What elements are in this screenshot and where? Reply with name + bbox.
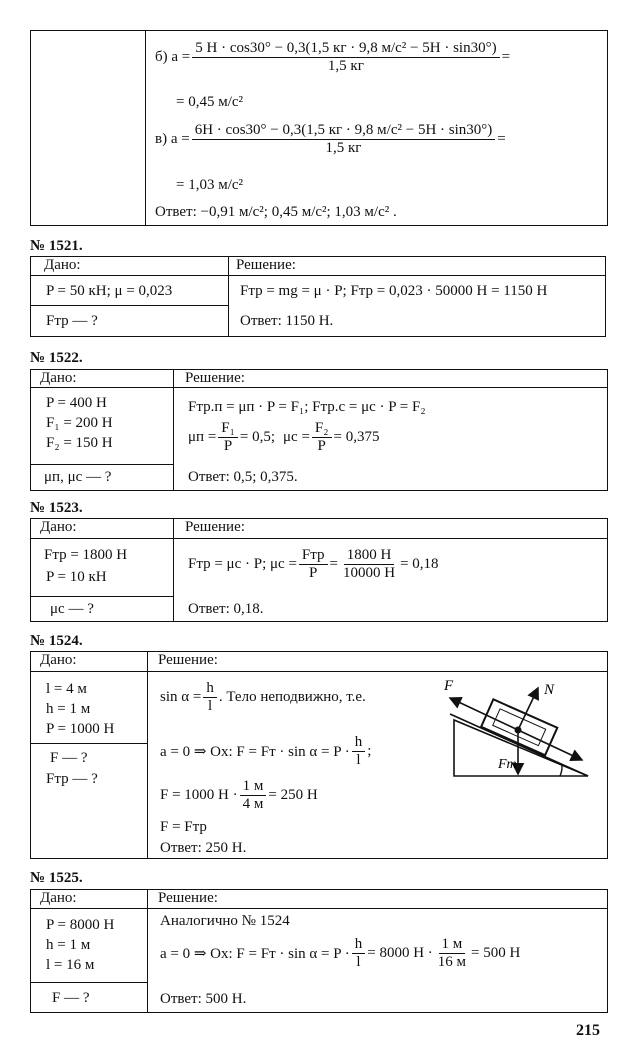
- formula-b: [155, 40, 510, 75]
- answer-1521: Ответ: 1150 Н.: [240, 313, 334, 329]
- formula-v-prefix: в) a =: [155, 131, 190, 147]
- mu-c-value: = 0,375: [333, 429, 380, 445]
- given-1524-line-1: l = 4 м: [46, 681, 87, 697]
- solution-1525-f1-denominator: l: [356, 954, 361, 970]
- mu-p-denominator: P: [223, 438, 233, 454]
- find-1522: μп, μс — ?: [44, 469, 112, 485]
- formula-v: [155, 122, 506, 157]
- mu-c-label: μс =: [283, 429, 310, 445]
- formula-b-denominator: 1,5 кг: [327, 58, 364, 74]
- mu-c-numerator: F₂: [312, 420, 332, 438]
- force-line-N: [518, 688, 538, 730]
- answer-1524: Ответ: 250 Н.: [160, 840, 247, 856]
- top-table-divider: [145, 30, 146, 226]
- table-1521-find-line: [30, 305, 228, 306]
- incline-surface-hatch: [450, 714, 588, 776]
- solution-1523: [188, 547, 439, 582]
- solution-1525-line-1: Аналогично № 1524: [160, 913, 290, 929]
- formula-v-numerator: 6Н · cos30° − 0,3(1,5 кг · 9,8 м/с² − 5Н · sin30°): [192, 122, 496, 140]
- sin-label: sin α =: [160, 689, 202, 705]
- problem-number-1522: № 1522.: [30, 350, 83, 366]
- given-1522-line-3: F₂ = 150 Н: [46, 435, 113, 451]
- solution-1525-fraction-1: [352, 936, 366, 971]
- given-1522-line-2: F₁ = 200 Н: [46, 415, 113, 431]
- formula-b-result: = 0,45 м/с²: [176, 94, 244, 110]
- find-1521: Fтр — ?: [46, 313, 98, 329]
- given-header-1522: Дано:: [40, 370, 77, 386]
- given-header-1523: Дано:: [40, 519, 77, 535]
- problem-number-1525: № 1525.: [30, 870, 83, 886]
- given-1524-line-2: h = 1 м: [46, 701, 91, 717]
- given-1525-line-2: h = 1 м: [46, 937, 91, 953]
- page-number: 215: [576, 1022, 600, 1039]
- line3-numerator: 1 м: [240, 778, 267, 796]
- solution-1523-f2-denominator: 10000 Н: [342, 565, 396, 581]
- answer-1522: Ответ: 0,5; 0,375.: [188, 469, 298, 485]
- formula-b-numerator: 5 Н · cos30° − 0,3(1,5 кг · 9,8 м/с² − 5Н · sin30°): [192, 40, 499, 58]
- solution-1523-equals: =: [329, 556, 338, 572]
- incline-figure: [440, 670, 600, 785]
- formula-b-prefix: б) a =: [155, 49, 191, 65]
- solution-1525-fraction-2: [435, 936, 469, 971]
- line3-fraction: [240, 778, 267, 813]
- table-1524-divider: [147, 651, 148, 859]
- center-point: [515, 727, 522, 734]
- given-1521: P = 50 кН; μ = 0,023: [46, 283, 173, 299]
- sin-numerator: h: [203, 680, 217, 698]
- table-1521-divider: [228, 256, 229, 337]
- solution-1525-part-a: a = 0 ⇒ Ox: F = Fт · sin α = P ·: [160, 946, 350, 962]
- given-header-1525: Дано:: [40, 890, 77, 906]
- line2-fraction: [352, 734, 366, 769]
- angle-arc: [560, 765, 562, 776]
- solution-header-1524: Решение:: [158, 652, 218, 668]
- label-N: N: [544, 682, 555, 698]
- formula-v-denominator: 1,5 кг: [325, 140, 362, 156]
- solution-1522-line-1: Fтр.п = μп · P = F₁; Fтр.с = μс · P = F₂: [188, 399, 426, 415]
- mu-p-label: μп =: [188, 429, 217, 445]
- mu-p-value: = 0,5;: [239, 429, 275, 445]
- find-1523: μс — ?: [50, 601, 94, 617]
- label-F: F: [444, 678, 454, 694]
- solution-1523-fraction-2: [340, 547, 398, 582]
- formula-b-equals: =: [501, 49, 511, 65]
- solution-1525-value: = 500 Н: [471, 945, 521, 961]
- formula-v-equals: =: [497, 131, 506, 147]
- given-1523-line-2: P = 10 кН: [46, 569, 107, 585]
- given-header-1524: Дано:: [40, 652, 77, 668]
- problem-number-1523: № 1523.: [30, 500, 83, 516]
- given-1525-line-3: l = 16 м: [46, 957, 95, 973]
- table-1525-find-line: [30, 982, 147, 983]
- force-line-F: [450, 698, 518, 730]
- sin-denominator: l: [207, 698, 213, 714]
- label-Ft: Fт: [498, 757, 517, 772]
- line3-denominator: 4 м: [242, 796, 264, 812]
- solution-1525-f2-denominator: 16 м: [437, 954, 467, 970]
- force-line-ox: [518, 730, 582, 760]
- problem-number-1524: № 1524.: [30, 633, 83, 649]
- solution-1521: Fтр = mg = μ · P; Fтр = 0,023 · 50000 Н = 1150 Н: [240, 283, 548, 299]
- formula-v-result: = 1,03 м/с²: [176, 177, 244, 193]
- solution-1523-fraction-1: [299, 547, 328, 582]
- sin-text: . Тело неподвижно, т.е.: [218, 689, 366, 705]
- solution-header-1521: Решение:: [236, 257, 296, 273]
- mu-c-denominator: P: [317, 438, 326, 454]
- given-1523-line-1: Fтр = 1800 Н: [44, 547, 128, 563]
- given-1525-line-1: P = 8000 Н: [46, 917, 115, 933]
- sin-fraction: [203, 680, 217, 715]
- solution-header-1525: Решение:: [158, 890, 218, 906]
- solution-1525-line-2: [160, 936, 520, 971]
- mu-p-numerator: F₁: [218, 420, 238, 438]
- problem-number-1521: № 1521.: [30, 238, 83, 254]
- solution-1525-f1-numerator: h: [352, 936, 366, 954]
- answer-1523: Ответ: 0,18.: [188, 601, 264, 617]
- given-1524-line-3: P = 1000 Н: [46, 721, 115, 737]
- solution-1524-line-3: [160, 778, 318, 813]
- solution-1523-f1-numerator: Fтр: [299, 547, 328, 565]
- given-header-1521: Дано:: [44, 257, 81, 273]
- solution-1523-f2-numerator: 1800 Н: [344, 547, 395, 565]
- find-1525: F — ?: [52, 990, 90, 1006]
- find-1524-line-1: F — ?: [50, 750, 88, 766]
- table-1524-find-line: [30, 743, 147, 744]
- solution-1525-part-b: = 8000 Н ·: [367, 945, 433, 961]
- line3-value: = 250 Н: [268, 787, 318, 803]
- top-answer: Ответ: −0,91 м/с²; 0,45 м/с²; 1,03 м/с² .: [155, 204, 397, 220]
- solution-1524-line-1: [160, 680, 366, 715]
- given-1522-line-1: P = 400 Н: [46, 395, 107, 411]
- solution-header-1522: Решение:: [185, 370, 245, 386]
- solution-header-1523: Решение:: [185, 519, 245, 535]
- line2-part-a: a = 0 ⇒ Ox: F = Fт · sin α = P ·: [160, 744, 350, 760]
- solution-1524-line-2: [160, 734, 371, 769]
- table-1525-header-line: [30, 908, 608, 909]
- table-1523-header-line: [30, 538, 608, 539]
- solution-1522-line-2: [188, 420, 379, 455]
- solution-1523-part-a: Fтр = μс · P; μс =: [188, 556, 297, 572]
- formula-b-fraction: [192, 40, 499, 75]
- table-1523-find-line: [30, 596, 173, 597]
- mu-p-fraction: [218, 420, 238, 455]
- find-1524-line-2: Fтр — ?: [46, 771, 98, 787]
- solution-1523-f1-denominator: P: [309, 565, 318, 581]
- mu-c-fraction: [312, 420, 332, 455]
- line3-part-a: F = 1000 Н ·: [160, 787, 238, 803]
- line2-denominator: l: [356, 752, 361, 768]
- solution-1523-value: = 0,18: [400, 556, 439, 572]
- solution-1525-f2-numerator: 1 м: [439, 936, 466, 954]
- formula-v-fraction: [192, 122, 496, 157]
- solution-1524-line-4: F = Fтр: [160, 819, 207, 835]
- table-1522-header-line: [30, 387, 608, 388]
- line2-end: ;: [367, 743, 372, 759]
- line2-numerator: h: [352, 734, 366, 752]
- answer-1525: Ответ: 500 Н.: [160, 991, 247, 1007]
- table-1521-header-line: [30, 275, 606, 276]
- table-1523-divider: [173, 518, 174, 622]
- table-1522-find-line: [30, 464, 173, 465]
